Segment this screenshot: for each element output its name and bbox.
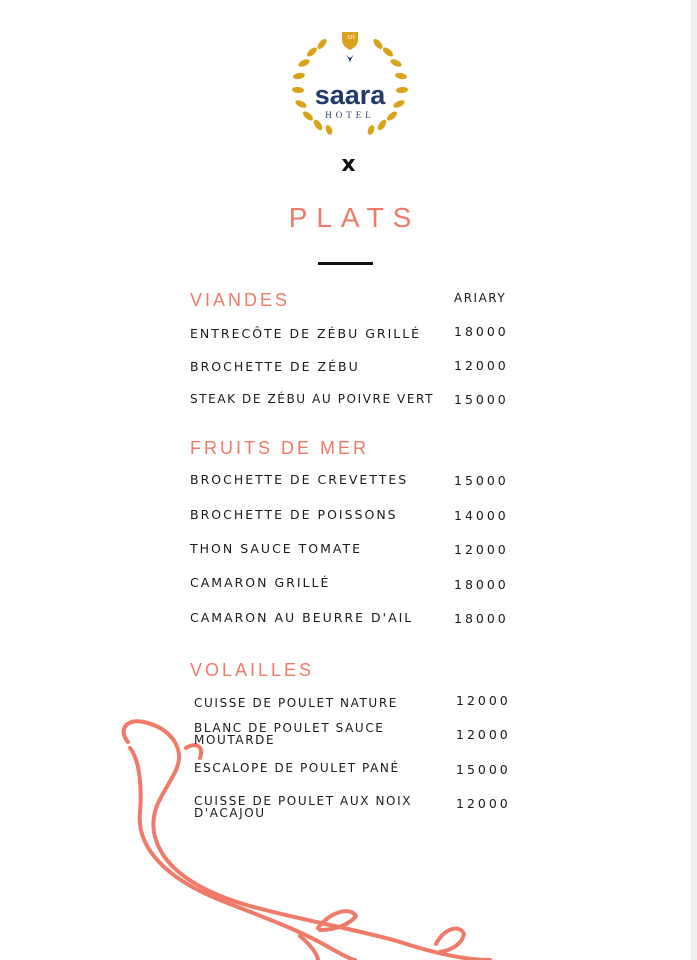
menu-item-name-line: BLANC DE POULET SAUCE [194,721,385,735]
menu-item-name [194,722,444,746]
menu-item-name-line: CUISSE DE POULET AUX NOIX [194,794,413,808]
menu-item-price: 12000 [456,727,511,742]
menu-item-name-line: MOUTARDE [194,733,276,747]
menu-item-price: 18000 [454,577,509,592]
section-heading-viandes: VIANDES [190,290,291,310]
menu-item-name: ENTRECÔTE DE ZÉBU GRILLÉ [190,326,422,341]
menu-item-name: BROCHETTE DE POISSONS [190,507,398,522]
menu-item-price: 15000 [456,762,511,777]
menu-item-name: CAMARON AU BEURRE D'AIL [190,610,414,625]
section-heading-volailles: VOLAILLES [190,660,315,680]
page-title: PLATS [288,202,421,233]
menu-item-price: 15000 [454,392,509,407]
collab-separator: x [341,152,356,177]
logo-brand: saara [314,80,386,110]
menu-item-price: 12000 [454,358,509,373]
menu-item-name: ESCALOPE DE POULET PANÉ [194,761,400,775]
logo-subtitle: HOTEL [325,110,375,120]
section-heading-fruits-de-mer: FRUITS DE MER [190,438,370,458]
menu-item-name: CUISSE DE POULET NATURE [194,696,398,710]
menu-item-price: 12000 [456,693,511,708]
menu-item-price: 18000 [454,324,509,339]
menu-item-name [194,795,444,819]
menu-item-name: STEAK DE ZÉBU AU POIVRE VERT [190,392,435,406]
title-underline [318,262,373,265]
menu-item-name: THON SAUCE TOMATE [190,541,363,556]
currency-label: ARIARY [454,291,507,305]
menu-item-price: 15000 [454,473,509,488]
page-edge [691,0,697,960]
menu-item-name: BROCHETTE DE CREVETTES [190,472,409,487]
menu-item-price: 12000 [454,542,509,557]
logo-monogram: SH [347,35,355,41]
menu-item-price: 18000 [454,611,509,626]
menu-item-name: BROCHETTE DE ZÉBU [190,359,360,374]
menu-item-price: 12000 [456,796,511,811]
menu-item-name: CAMARON GRILLÉ [190,575,331,590]
menu-item-name-line: D'ACAJOU [194,806,266,820]
hotel-logo [288,30,412,138]
menu-item-price: 14000 [454,508,509,523]
